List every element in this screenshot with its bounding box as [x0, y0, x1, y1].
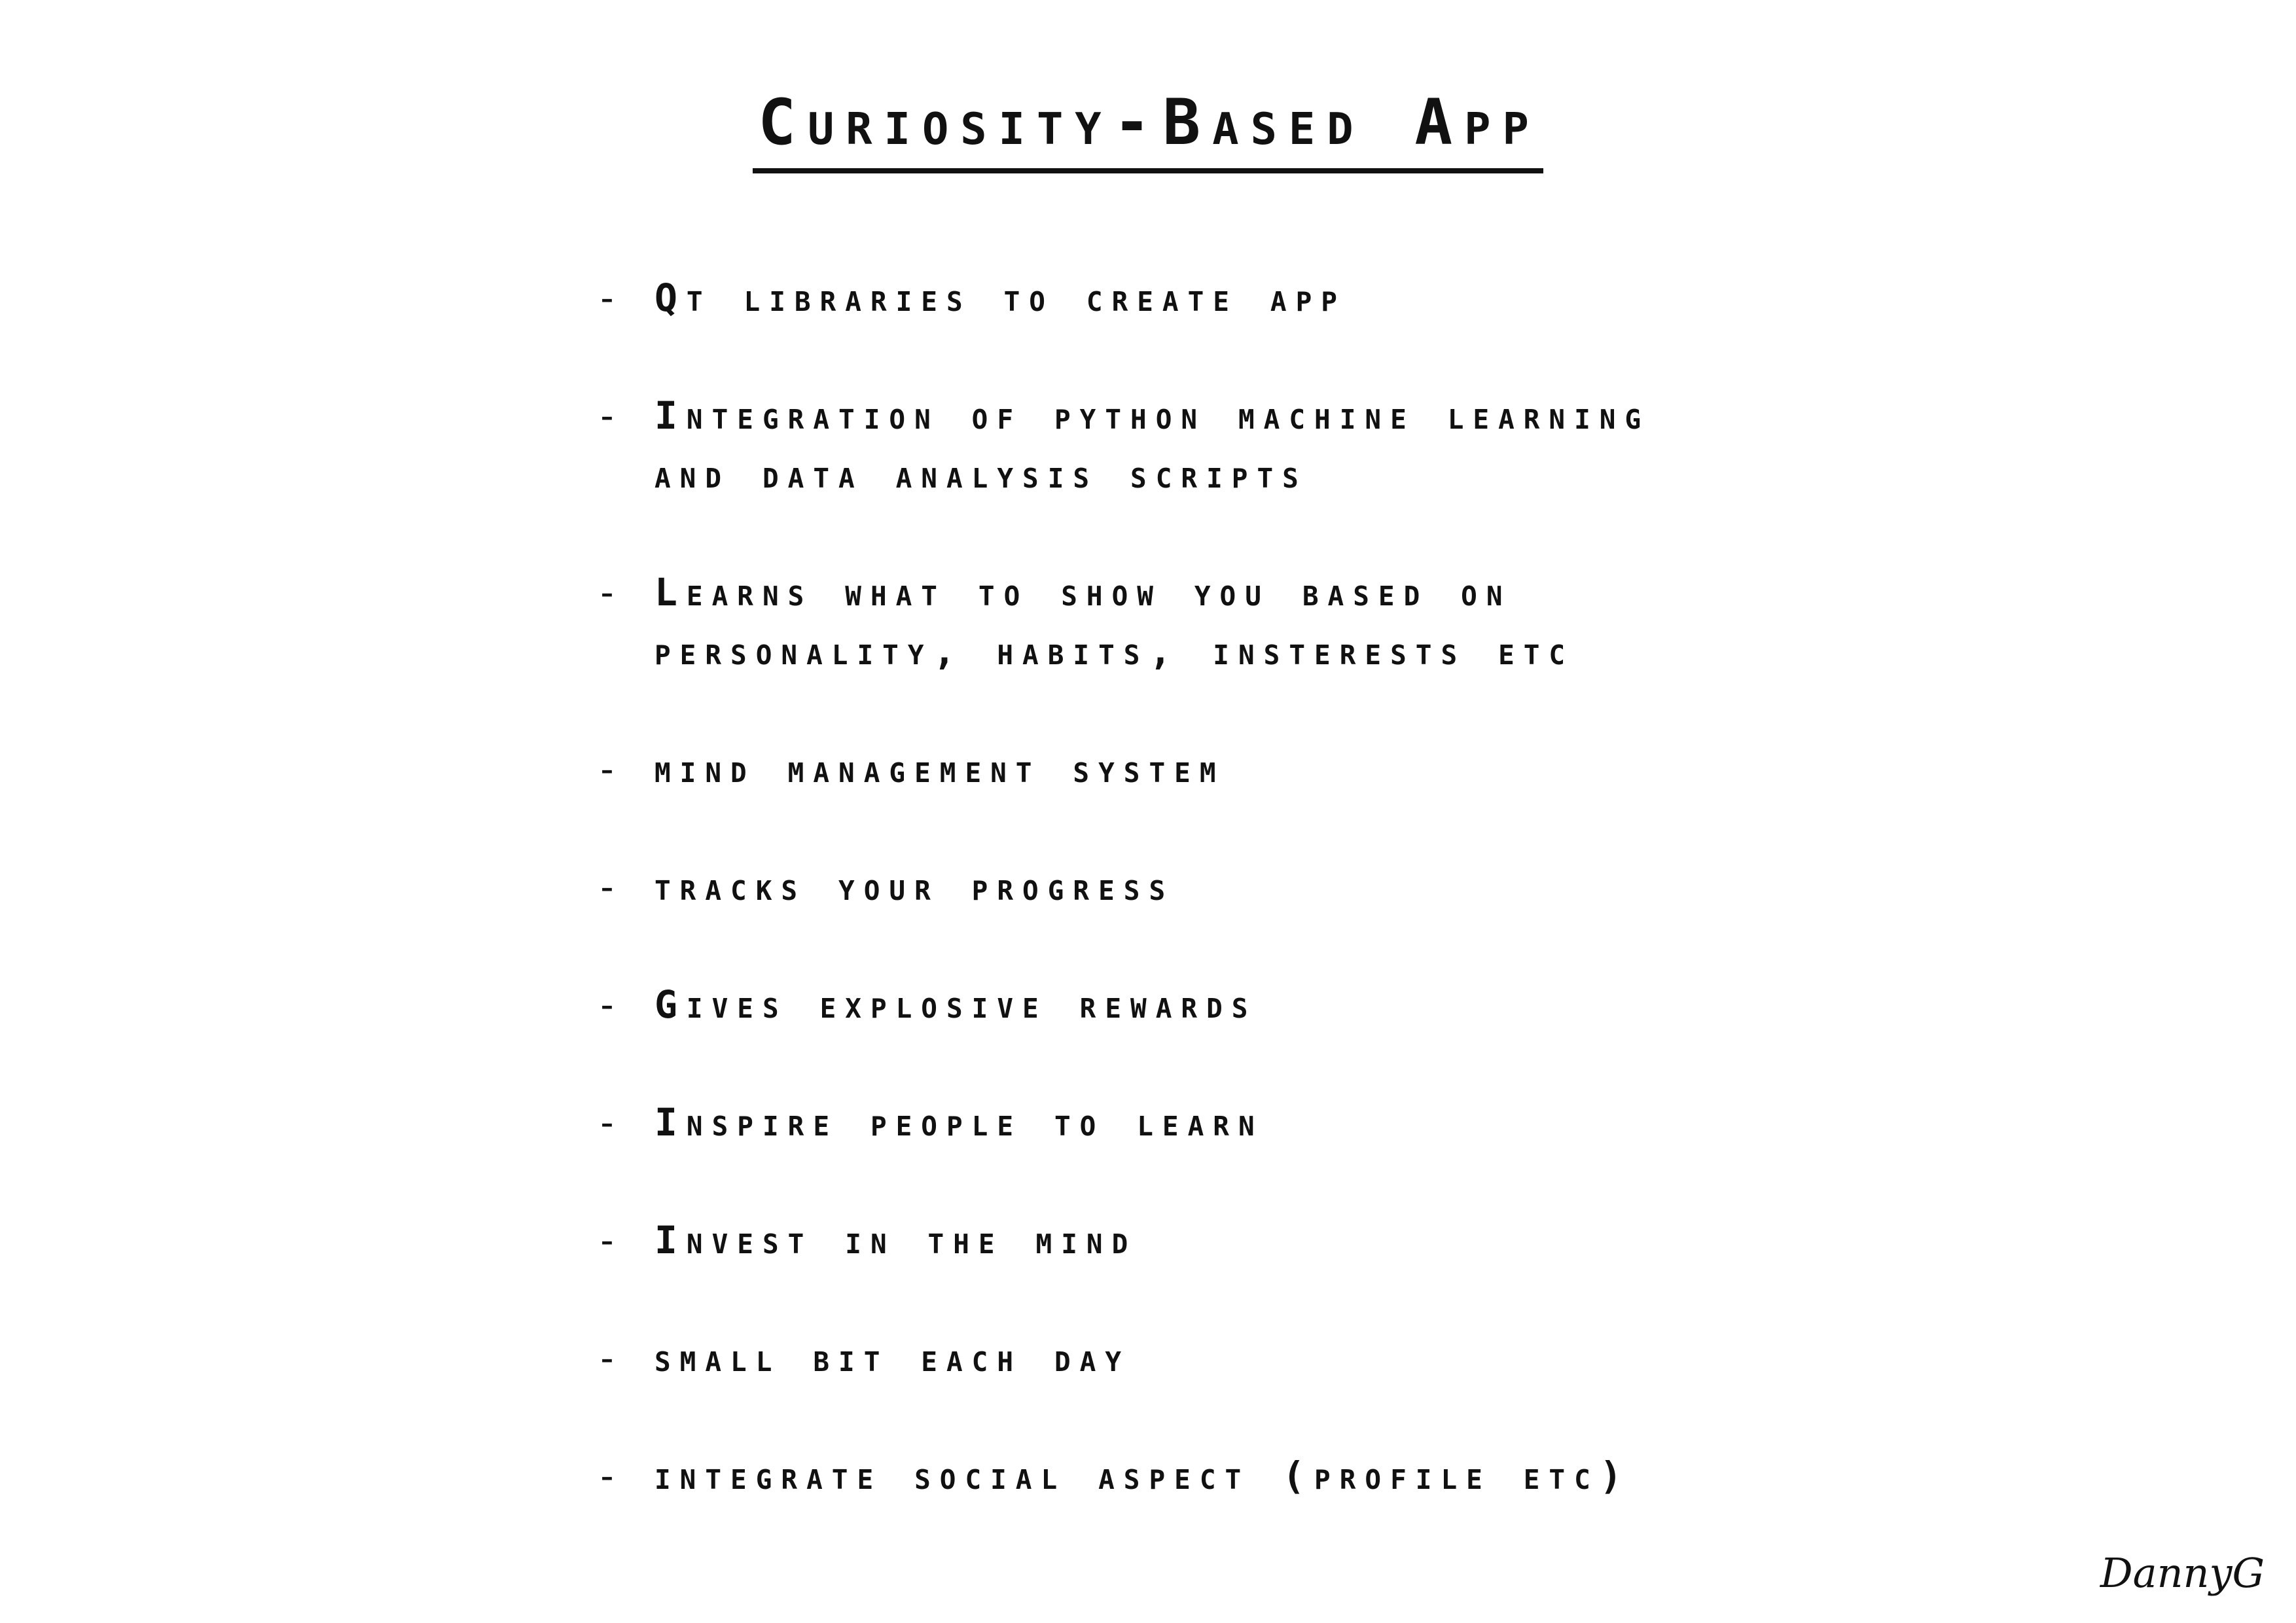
item-text-line: mind management system — [655, 747, 1225, 791]
list-item — [596, 740, 2101, 798]
list-item — [596, 975, 2101, 1034]
bullet-dash: - — [596, 276, 628, 320]
bullet-dash: - — [596, 747, 628, 791]
list-item — [596, 1093, 2101, 1152]
bullet-dash: - — [596, 1454, 628, 1498]
item-text-line: tracks your progress — [655, 865, 1175, 909]
item-text-line: Inspire people to learn — [655, 1100, 1264, 1145]
list-item — [596, 1329, 2101, 1387]
list-item — [596, 386, 2101, 504]
list-item — [596, 1211, 2101, 1270]
page-title — [0, 85, 2296, 173]
item-text-line: Learns what to show you based on — [655, 570, 1512, 615]
bullet-dash: - — [596, 982, 628, 1027]
item-text-line: Gives explosive rewards — [655, 982, 1257, 1027]
list-item — [596, 563, 2101, 681]
bullet-dash: - — [596, 1100, 628, 1145]
bullet-dash: - — [596, 1218, 628, 1262]
bullet-dash: - — [596, 1336, 628, 1380]
item-text-line: integrate social aspect (profile etc) — [655, 1454, 1632, 1498]
author-signature: DannyG — [2100, 1549, 2265, 1597]
item-text-line: Qt libraries to create app — [655, 276, 1346, 320]
item-text-line: Invest in the mind — [655, 1218, 1138, 1262]
item-text-line: and data analysis scripts — [655, 452, 1308, 497]
bullet-dash: - — [596, 865, 628, 909]
item-text-line: Integration of python machine learning — [655, 393, 1651, 438]
item-text-line: small bit each day — [655, 1336, 1131, 1380]
title-text: Curiosity-Based App — [753, 85, 1543, 173]
feature-list — [596, 268, 2101, 1564]
item-text-line: personality, habits, insterests etc — [655, 629, 1575, 673]
list-item — [596, 857, 2101, 916]
list-item — [596, 268, 2101, 327]
list-item — [596, 1446, 2101, 1505]
bullet-dash: - — [596, 570, 628, 615]
bullet-dash: - — [596, 393, 628, 438]
